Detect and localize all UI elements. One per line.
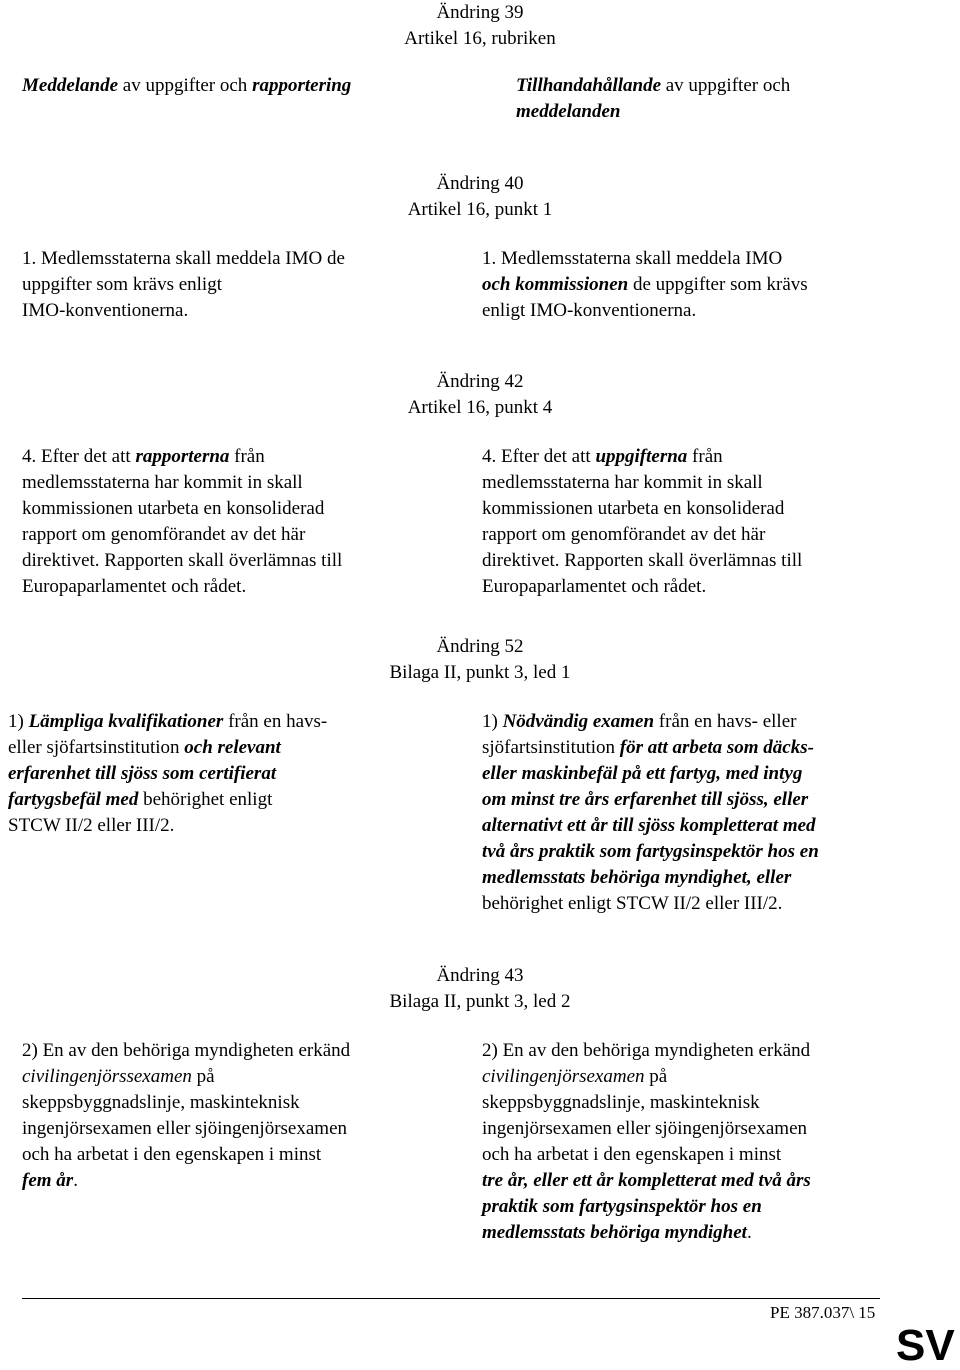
amended-emphasis: rapporterna <box>135 446 230 467</box>
text-line <box>482 1220 811 1246</box>
text-line <box>482 272 808 298</box>
text-line <box>22 444 342 470</box>
text-segment: 1. Medlemsstaterna skall meddela IMO de <box>22 248 345 269</box>
text-line <box>22 1038 350 1064</box>
amended-emphasis: för att arbeta som däcks- <box>619 737 814 758</box>
amendment-article: Artikel 16, punkt 4 <box>407 397 553 418</box>
amended-emphasis: eller maskinbefäl på ett fartyg, med intyg <box>482 763 803 784</box>
text-segment: av uppgifter och <box>661 75 791 96</box>
text-line <box>482 1142 811 1168</box>
text-segment: kommissionen utarbeta en konsoliderad <box>482 498 785 519</box>
text-segment: de uppgifter som krävs <box>628 274 808 295</box>
text-line <box>482 1168 811 1194</box>
amended-emphasis: två års praktik som fartygsinspektör hos en <box>482 841 819 862</box>
amendment-number: Ändring 42 <box>436 371 524 392</box>
text-segment: och ha arbetat i den egenskapen i minst <box>22 1144 322 1165</box>
text-line <box>516 99 790 125</box>
original-text-column <box>22 246 345 324</box>
text-line <box>482 1038 811 1064</box>
text-segment: STCW II/2 eller III/2. <box>8 815 175 836</box>
text-segment: och ha arbetat i den egenskapen i minst <box>482 1144 782 1165</box>
amendment-heading <box>0 0 960 52</box>
text-segment: uppgifter som krävs enligt <box>22 274 222 295</box>
amended-emphasis: alternativt ett år till sjöss kompletterat med <box>482 815 816 836</box>
text-segment: IMO-konventionerna. <box>22 300 189 321</box>
text-segment: . <box>73 1170 78 1191</box>
text-segment: behörighet enligt STCW II/2 eller III/2. <box>482 893 783 914</box>
text-segment: direktivet. Rapporten skall överlämnas till <box>482 550 803 571</box>
text-line <box>8 709 327 735</box>
amended-emphasis: och kommissionen <box>482 274 629 295</box>
text-segment: 4. Efter det att <box>22 446 136 467</box>
text-line <box>22 73 351 99</box>
text-segment: skeppsbyggnadslinje, maskinteknisk <box>22 1092 300 1113</box>
amendment-number: Ändring 43 <box>436 965 524 986</box>
text-line <box>8 787 327 813</box>
amendment-article: Artikel 16, rubriken <box>404 28 556 49</box>
text-line <box>8 735 327 761</box>
italic-term: civilingenjörsexamen <box>482 1066 645 1087</box>
amendment-number: Ändring 40 <box>436 173 524 194</box>
original-text-column <box>22 1038 350 1194</box>
language-code: SV <box>896 1321 955 1370</box>
text-segment: från en havs- eller <box>654 711 797 732</box>
text-line <box>22 496 342 522</box>
text-line <box>482 522 802 548</box>
text-line <box>22 574 342 600</box>
text-line <box>482 1116 811 1142</box>
text-segment: 1) <box>8 711 29 732</box>
text-segment: medlemsstaterna har kommit in skall <box>482 472 763 493</box>
amended-emphasis: erfarenhet till sjöss som certifierat <box>8 763 277 784</box>
document-reference: PE 387.037\ 15 <box>770 1303 876 1322</box>
amendment-number: Ändring 39 <box>436 2 524 23</box>
text-segment: ingenjörsexamen eller sjöingenjörsexamen <box>482 1118 808 1139</box>
text-segment: från <box>687 446 723 467</box>
text-segment: 2) En av den behöriga myndigheten erkänd <box>22 1040 351 1061</box>
amendment-heading <box>0 171 960 223</box>
text-segment: medlemsstaterna har kommit in skall <box>22 472 303 493</box>
text-segment: Europaparlamentet och rådet. <box>22 576 247 597</box>
text-line <box>482 709 819 735</box>
amended-emphasis: tre år, eller ett år kompletterat med två års <box>482 1170 811 1191</box>
text-segment: enligt IMO-konventionerna. <box>482 300 697 321</box>
amended-emphasis: fartygsbefäl med <box>8 789 139 810</box>
amended-emphasis: Meddelande <box>22 75 119 96</box>
amended-emphasis: rapportering <box>252 75 352 96</box>
amended-emphasis: Nödvändig examen <box>502 711 655 732</box>
text-segment: ingenjörsexamen eller sjöingenjörsexamen <box>22 1118 348 1139</box>
text-line <box>8 761 327 787</box>
text-line <box>22 1168 350 1194</box>
text-line <box>482 548 802 574</box>
amended-text-column <box>482 1038 811 1246</box>
text-line <box>22 548 342 574</box>
original-text-column <box>22 444 342 600</box>
text-line <box>482 470 802 496</box>
amended-emphasis: medlemsstats behöriga myndighet, eller <box>482 867 792 888</box>
text-line <box>22 1064 350 1090</box>
amended-emphasis: praktik som fartygsinspektör hos en <box>482 1196 762 1217</box>
text-line <box>8 813 327 839</box>
text-segment: eller sjöfartsinstitution <box>8 737 185 758</box>
text-line <box>482 444 802 470</box>
text-line <box>22 272 345 298</box>
text-segment: direktivet. Rapporten skall överlämnas till <box>22 550 343 571</box>
text-segment: 1) <box>482 711 503 732</box>
text-segment: rapport om genomförandet av det här <box>482 524 766 545</box>
text-segment: från <box>229 446 265 467</box>
amended-emphasis: medlemsstats behöriga myndighet <box>482 1222 747 1243</box>
amended-emphasis: och relevant <box>184 737 281 758</box>
amended-text-column <box>482 444 802 600</box>
text-line <box>22 298 345 324</box>
amended-text-column <box>482 246 808 324</box>
amendment-article: Bilaga II, punkt 3, led 1 <box>389 662 571 683</box>
text-line <box>482 1194 811 1220</box>
text-line <box>482 1090 811 1116</box>
amendment-heading <box>0 634 960 686</box>
amended-emphasis: uppgifterna <box>595 446 688 467</box>
text-segment: 1. Medlemsstaterna skall meddela IMO <box>482 248 783 269</box>
text-segment: på <box>644 1066 668 1087</box>
text-line <box>482 574 802 600</box>
text-segment: rapport om genomförandet av det här <box>22 524 306 545</box>
text-line <box>22 1090 350 1116</box>
amended-text-column <box>516 73 790 125</box>
original-text-column <box>22 73 351 99</box>
amended-emphasis: meddelanden <box>516 101 621 122</box>
amended-emphasis: fem år <box>22 1170 74 1191</box>
italic-term: civilingenjörssexamen <box>22 1066 192 1087</box>
footer-divider <box>22 1298 880 1299</box>
text-segment: 2) En av den behöriga myndigheten erkänd <box>482 1040 811 1061</box>
text-line <box>22 522 342 548</box>
text-line <box>22 1142 350 1168</box>
text-segment: behörighet enligt <box>138 789 273 810</box>
text-line <box>482 839 819 865</box>
text-line <box>22 246 345 272</box>
amendment-heading <box>0 963 960 1015</box>
text-segment: av uppgifter och <box>118 75 253 96</box>
text-segment: sjöfartsinstitution <box>482 737 620 758</box>
amended-emphasis: Lämpliga kvalifikationer <box>28 711 224 732</box>
text-segment: . <box>746 1222 752 1243</box>
original-text-column <box>8 709 327 839</box>
text-line <box>482 1064 811 1090</box>
text-line <box>482 761 819 787</box>
amendment-heading <box>0 369 960 421</box>
text-segment: från en havs- <box>223 711 328 732</box>
amended-emphasis: Tillhandahållande <box>516 75 661 96</box>
text-segment: 4. Efter det att <box>482 446 596 467</box>
text-segment: kommissionen utarbeta en konsoliderad <box>22 498 325 519</box>
text-line <box>22 1116 350 1142</box>
text-line <box>482 735 819 761</box>
text-line <box>482 246 808 272</box>
amended-emphasis: om minst tre års erfarenhet till sjöss, eller <box>482 789 809 810</box>
text-segment: Europaparlamentet och rådet. <box>482 576 707 597</box>
text-line <box>482 298 808 324</box>
amendment-article: Bilaga II, punkt 3, led 2 <box>389 991 571 1012</box>
text-line <box>482 787 819 813</box>
text-line <box>22 470 342 496</box>
text-line <box>482 496 802 522</box>
text-segment: skeppsbyggnadslinje, maskinteknisk <box>482 1092 760 1113</box>
text-line <box>516 73 790 99</box>
text-line <box>482 813 819 839</box>
amended-text-column <box>482 709 819 917</box>
amendment-number: Ändring 52 <box>436 636 524 657</box>
amendment-article: Artikel 16, punkt 1 <box>407 199 553 220</box>
text-segment: på <box>191 1066 215 1087</box>
text-line <box>482 891 819 917</box>
text-line <box>482 865 819 891</box>
